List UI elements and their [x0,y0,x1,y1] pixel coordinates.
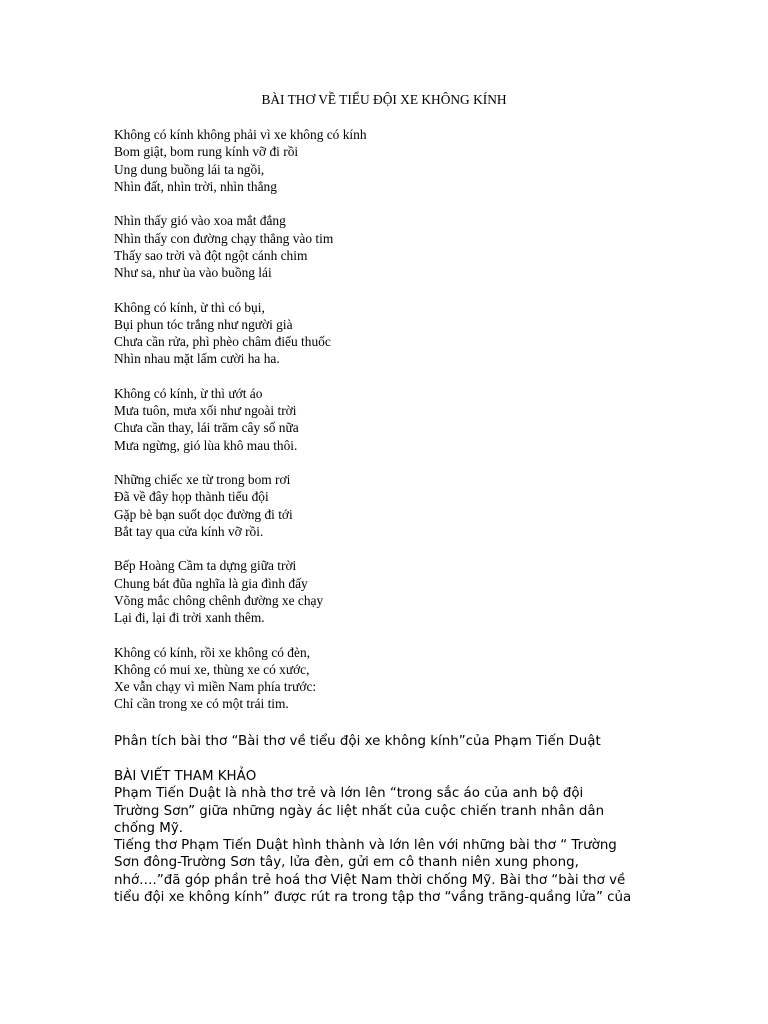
poem-line: Mưa ngừng, gió lùa khô mau thôi. [114,437,298,453]
poem-line: Đã về đây họp thành tiểu đội [114,489,269,505]
reference-paragraph-1 [114,785,662,837]
poem-line: Không có kính không phải vì xe không có kính [114,127,367,142]
paragraph-line: nhớ….”đã góp phần trẻ hoá thơ Việt Nam thời chống Mỹ. Bài thơ “bài thơ về [114,872,626,888]
reference-paragraph-2 [114,837,662,906]
poem-line: Nhìn đất, nhìn trời, nhìn thẳng [114,178,277,194]
poem-line: Không có kính, ừ thì ướt áo [114,385,263,401]
poem-line: Lại đi, lại đi trời xanh thêm. [114,610,265,625]
poem-title: BÀI THƠ VỀ TIỂU ĐỘI XE KHÔNG KÍNH [261,92,507,107]
stanza-5 [114,471,674,540]
poem-line: Thấy sao trời và đột ngột cánh chim [114,247,308,263]
paragraph-line: Tiếng thơ Phạm Tiến Duật hình thành và lớn lên với những bài thơ “ Trường [114,838,617,853]
poem-line: Chưa cần rửa, phì phèo châm điếu thuốc [114,334,331,349]
poem-line: Như sa, như ùa vào buồng lái [114,265,272,280]
poem-line: Chung bát đũa nghĩa là gia đình đấy [114,575,308,591]
stanza-6 [114,557,674,626]
poem-line: Chỉ cần trong xe có một trái tim. [114,696,289,712]
poem-line: Gặp bè bạn suốt dọc đường đi tới [114,506,293,522]
poem-line: Nhìn nhau mặt lấm cười ha ha. [114,351,280,367]
poem-line: Chưa cần thay, lái trăm cây số nữa [114,420,299,436]
stanza-1 [114,126,674,195]
poem-line: Bắt tay qua cửa kính vỡ rồi. [114,523,264,539]
poem-line: Nhìn thấy con đường chạy thẳng vào tim [114,230,334,246]
poem-line: Bom giật, bom rung kính vỡ đi rồi [114,144,299,160]
paragraph-line: Sơn đông-Trường Sơn tây, lửa đèn, gửi em cô thanh niên xung phong, [114,855,579,871]
poem-line: Không có kính, rồi xe không có đèn, [114,644,310,660]
stanza-7 [114,644,674,713]
poem-line: Không có mui xe, thùng xe có xước, [114,661,310,677]
paragraph-line: Trường Sơn” giữa những ngày ác liệt nhất của cuộc chiến tranh nhân dân [114,803,605,819]
paragraph-line: chống Mỹ. [114,820,184,836]
stanza-4 [114,385,674,454]
paragraph-line: Phạm Tiến Duật là nhà thơ trẻ và lớn lên “trong sắc áo của anh bộ đội [114,786,584,802]
poem-line: Xe vẫn chạy vì miền Nam phía trước: [114,679,317,694]
stanza-3 [114,299,674,368]
poem-line: Bếp Hoàng Cầm ta dựng giữa trời [114,558,297,574]
analysis-title: Phân tích bài thơ “Bài thơ về tiểu đội xe không kính”của Phạm Tiến Duật [114,734,601,749]
stanza-2 [114,212,674,281]
reference-section [114,768,662,906]
poem-line: Ung dung buồng lái ta ngồi, [114,161,265,177]
poem-line: Mưa tuôn, mưa xối như ngoài trời [114,403,297,418]
paragraph-line: tiểu đội xe không kính” được rút ra trong tập thơ “vầng trăng-quầng lửa” của [114,889,632,905]
poem-line: Nhìn thấy gió vào xoa mắt đắng [114,213,286,229]
reference-heading: BÀI VIẾT THAM KHẢO [114,769,257,784]
poem-body [114,126,674,730]
poem-line: Những chiếc xe từ trong bom rơi [114,472,291,487]
poem-line: Bụi phun tóc trắng như người già [114,316,293,332]
poem-line: Không có kính, ừ thì có bụi, [114,299,265,315]
poem-line: Võng mắc chông chênh đường xe chạy [114,592,324,608]
